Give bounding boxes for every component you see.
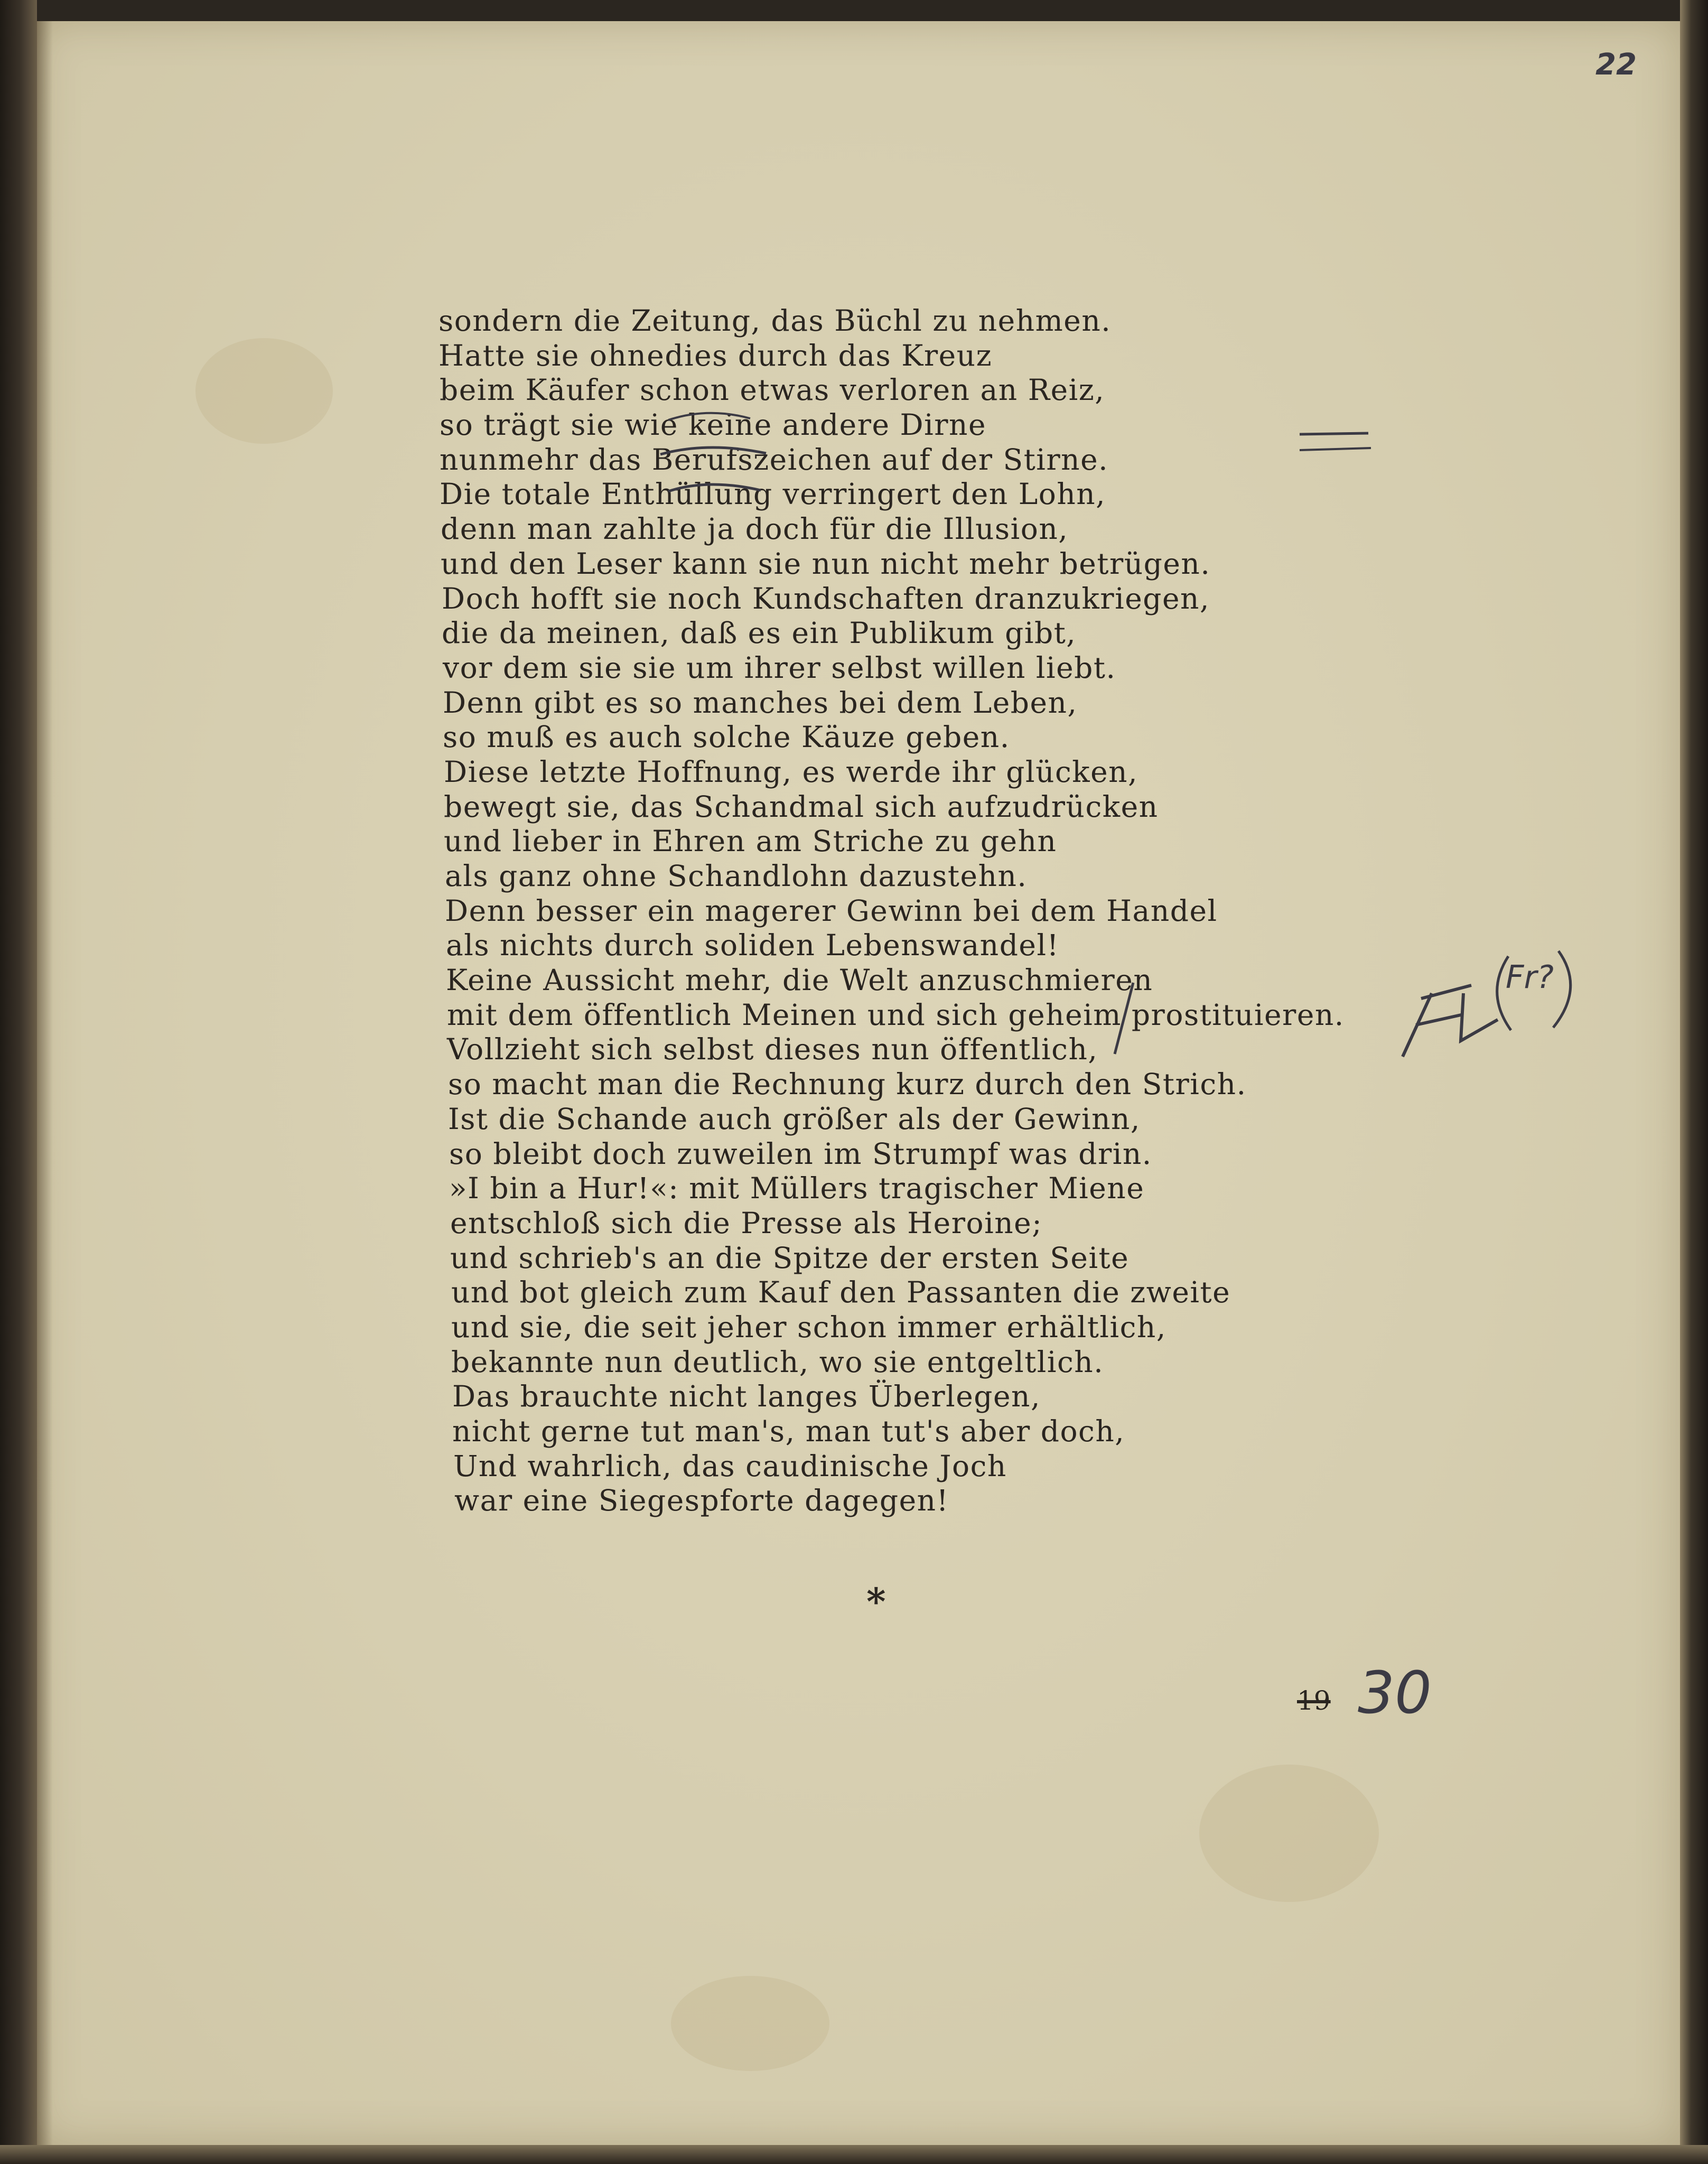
poem-line: Das brauchte nicht langes Überlegen, — [452, 1379, 1041, 1414]
poem-line: so macht man die Rechnung kurz durch den Strich. — [448, 1067, 1247, 1102]
poem-line: als nichts durch soliden Lebenswandel! — [446, 928, 1060, 963]
handwritten-number: 30 — [1358, 1659, 1432, 1727]
handwritten-page-number: 22 — [1595, 48, 1637, 82]
poem-line: Und wahrlich, das caudinische Joch — [453, 1449, 1007, 1483]
poem-line: Denn besser ein magerer Gewinn bei dem Handel — [445, 893, 1218, 928]
poem-line: Die totale Enthüllung verringert den Lohn, — [440, 477, 1106, 511]
poem-line: bewegt sie, das Schandmal sich aufzudrücken — [444, 789, 1159, 824]
margin-note-text: Fr? — [1506, 959, 1554, 996]
poem-line: nunmehr das Berufszeichen auf der Stirne. — [440, 442, 1109, 477]
struck-out-number: 19 — [1297, 1685, 1331, 1716]
poem-line: bekannte nun deutlich, wo sie entgeltlich. — [451, 1345, 1104, 1379]
poem-line: vor dem sie sie um ihrer selbst willen liebt. — [443, 650, 1116, 685]
poem-line: und lieber in Ehren am Striche zu gehn — [444, 824, 1057, 859]
poem-line: so muß es auch solche Käuze geben. — [443, 720, 1010, 754]
poem-line: und sie, die seit jeher schon immer erhältlich, — [451, 1310, 1166, 1344]
poem-line: »I bin a Hur!«: mit Müllers tragischer Miene — [449, 1171, 1145, 1206]
poem-line: Ist die Schande auch größer als der Gewinn, — [448, 1102, 1141, 1136]
poem-line: denn man zahlte ja doch für die Illusion, — [441, 512, 1069, 546]
poem-line: Denn gibt es so manches bei dem Leben, — [443, 685, 1078, 720]
margin-double-line-mark — [1289, 423, 1384, 465]
poem-line: mit dem öffentlich Meinen und sich geheim prostituieren. — [447, 997, 1345, 1032]
poem-line: sondern die Zeitung, das Büchl zu nehmen. — [438, 304, 1112, 338]
poem-line: die da meinen, daß es ein Publikum gibt, — [442, 616, 1077, 650]
poem-line: so trägt sie wie keine andere Dirne — [440, 408, 987, 442]
poem-line: Keine Aussicht mehr, die Welt anzuschmieren — [446, 963, 1153, 997]
poem-line: so bleibt doch zuweilen im Strumpf was drin. — [449, 1136, 1152, 1171]
poem-line: und den Leser kann sie nun nicht mehr betrügen. — [441, 546, 1211, 581]
poem-line: als ganz ohne Schandlohn dazustehn. — [445, 859, 1028, 893]
poem-line: Hatte sie ohnedies durch das Kreuz — [438, 338, 993, 372]
section-asterisk: * — [866, 1580, 886, 1624]
margin-correction-scribble — [1384, 935, 1585, 1072]
poem-line: Diese letzte Hoffnung, es werde ihr glücken, — [444, 754, 1138, 789]
margin-correction-note — [1384, 935, 1585, 1072]
poem-line: und schrieb's an die Spitze der ersten Seite — [450, 1240, 1130, 1275]
poem-line: und bot gleich zum Kauf den Passanten die zweite — [451, 1275, 1231, 1310]
poem-line: Doch hofft sie noch Kundschaften dranzukriegen, — [442, 581, 1210, 615]
poem-line: entschloß sich die Presse als Heroine; — [450, 1206, 1043, 1240]
poem-line: war eine Siegespforte dagegen! — [454, 1484, 949, 1518]
poem-line: beim Käufer schon etwas verloren an Reiz, — [440, 373, 1105, 407]
poem-line: nicht gerne tut man's, man tut's aber doch, — [452, 1414, 1125, 1448]
poem-line: Vollzieht sich selbst dieses nun öffentlich, — [447, 1032, 1098, 1067]
